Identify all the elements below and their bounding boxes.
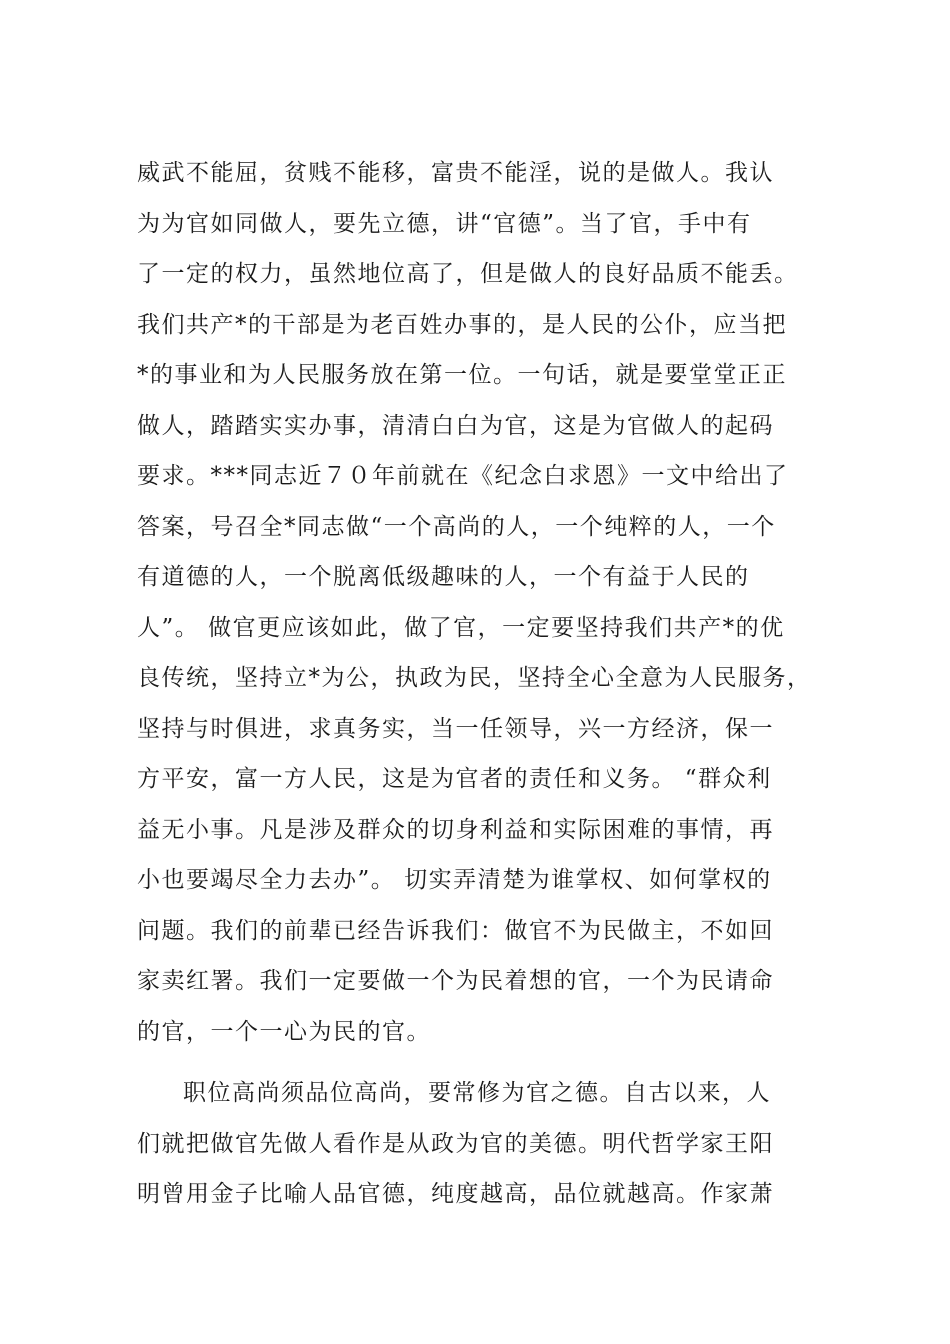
text-line: 职位高尚须品位高尚，要常修为官之德。自古以来，人 xyxy=(183,1080,771,1106)
text-line: 人”。 做官更应该如此，做了官，一定要坚持我们共产*的优 xyxy=(137,614,785,641)
text-line: 明曾用金子比喻人品官德，纯度越高，品位就越高。作家萧 xyxy=(137,1181,774,1207)
text-line: *的事业和为人民服务放在第一位。一句话，就是要堂堂正正 xyxy=(137,362,787,388)
text-line: 益无小事。凡是涉及群众的切身利益和实际困难的事情，再 xyxy=(137,816,774,843)
text-line: 有道德的人，一个脱离低级趣味的人，一个有益于人民的 xyxy=(137,564,750,590)
text-line: 了一定的权力，虽然地位高了，但是做人的良好品质不能丢。 xyxy=(137,261,799,287)
text-line: 为为官如同做人，要先立德，讲“官德”。当了官，手中有 xyxy=(137,210,752,237)
text-line: 方平安，富一方人民，这是为官者的责任和义务。 “群众利 xyxy=(137,766,772,792)
text-line: 要求。***同志近７０年前就在《纪念白求恩》一文中给出了 xyxy=(137,463,789,489)
text-line: 问题。我们的前辈已经告诉我们：做官不为民做主，不如回 xyxy=(137,917,774,944)
text-line: 威武不能屈，贫贱不能移，富贵不能淫，说的是做人。我认 xyxy=(137,160,774,186)
paragraph-2 xyxy=(137,1068,837,1220)
text-line: 小也要竭尽全力去办”。 切实弄清楚为谁掌权、如何掌权的 xyxy=(137,867,772,893)
text-line: 坚持与时俱进，求真务实，当一任领导，兴一方经济，保一 xyxy=(137,715,774,742)
text-line: 我们共产*的干部是为老百姓办事的，是人民的公仆，应当把 xyxy=(137,311,787,338)
text-line: 答案，号召全*同志做“一个高尚的人，一个纯粹的人，一个 xyxy=(137,513,776,540)
text-line: 良传统，坚持立*为公，执政为民，坚持全心全意为人民服务， xyxy=(137,665,812,691)
text-line: 们就把做官先做人看作是从政为官的美德。明代哲学家王阳 xyxy=(137,1130,774,1157)
paragraph-1 xyxy=(137,148,837,1057)
text-line: 家卖红署。我们一定要做一个为民着想的官，一个为民请命 xyxy=(137,968,774,994)
text-line: 的官，一个一心为民的官。 xyxy=(137,1018,431,1045)
text-line: 做人，踏踏实实办事，清清白白为官，这是为官做人的起码 xyxy=(137,412,774,439)
